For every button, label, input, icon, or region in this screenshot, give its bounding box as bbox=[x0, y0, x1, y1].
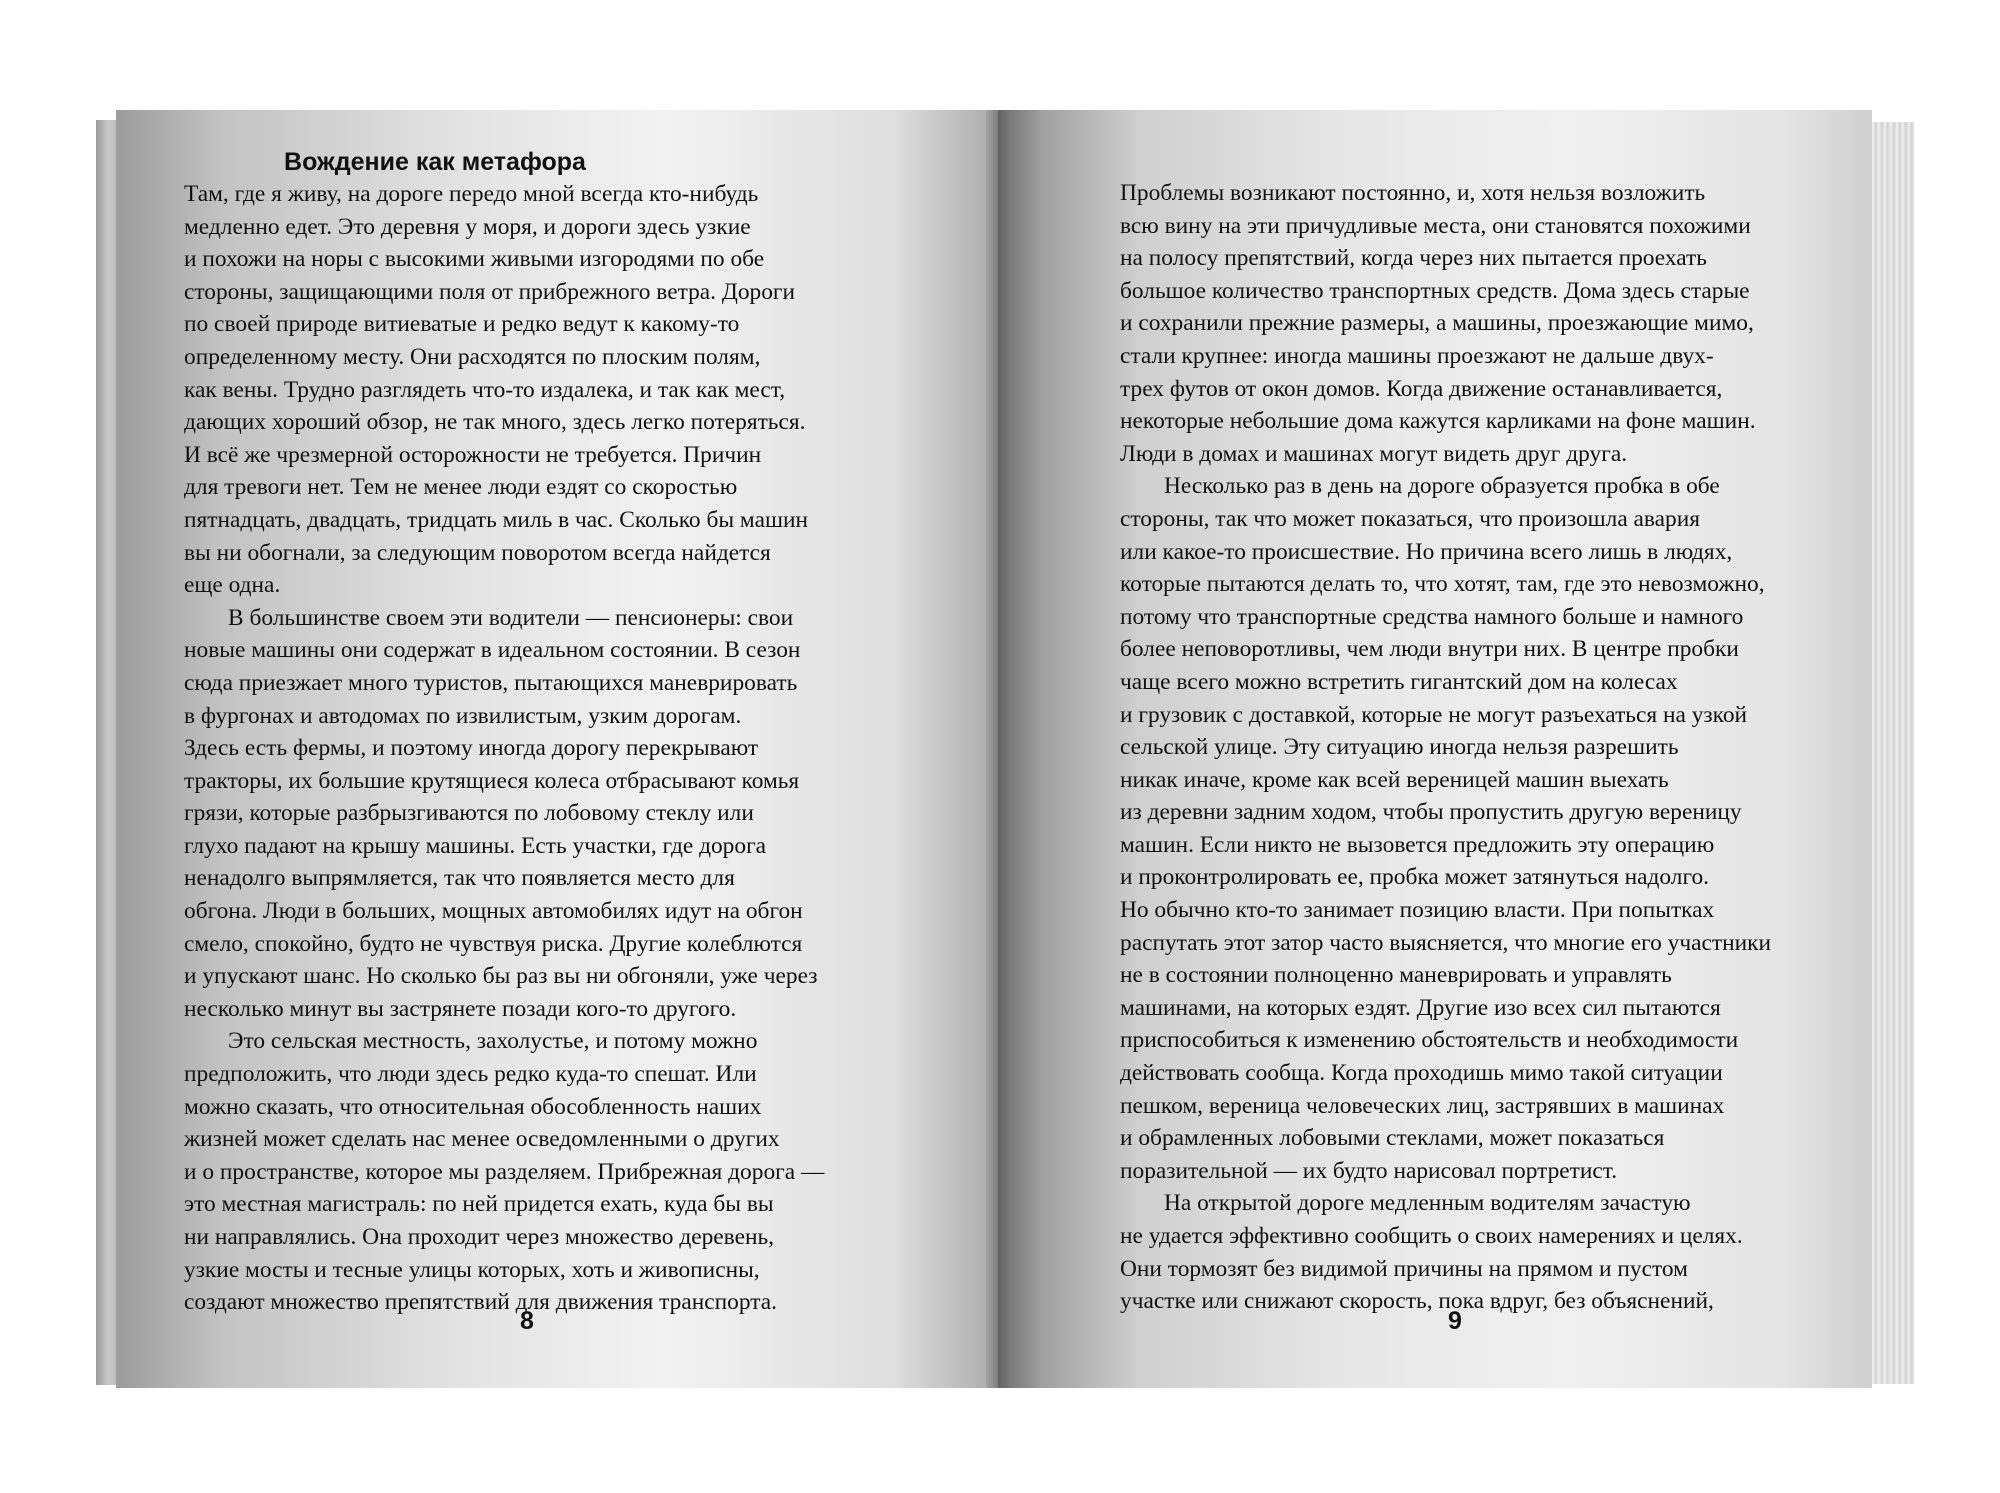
text-line: машин. Если никто не вызовется предложить эту операцию bbox=[1120, 831, 1715, 858]
left-page bbox=[116, 110, 1002, 1388]
chapter-title: Вождение как метафора bbox=[284, 148, 586, 176]
text-line: сюда приезжает много туристов, пытающихся маневрировать bbox=[184, 669, 798, 696]
right-page bbox=[998, 110, 1872, 1388]
text-line: поразительной — их будто нарисовал портретист. bbox=[1120, 1157, 1618, 1184]
text-line: Там, где я живу, на дороге передо мной всегда кто-нибудь bbox=[184, 181, 759, 207]
text-line: предположить, что люди здесь редко куда-то спешат. Или bbox=[184, 1061, 757, 1088]
text-line: тракторы, их большие крутящиеся колеса отбрасывают комья bbox=[184, 767, 800, 794]
left-page-text bbox=[184, 178, 824, 1319]
right-page-text bbox=[1120, 177, 1771, 1318]
text-line: никак иначе, кроме как всей вереницей машин выехать bbox=[1120, 766, 1669, 793]
text-line: узкие мосты и тесные улицы которых, хоть и живописны, bbox=[184, 1256, 760, 1283]
text-line: потому что транспортные средства намного больше и намного bbox=[1120, 603, 1744, 630]
text-line: стали крупнее: иногда машины проезжают не дальше двух- bbox=[1120, 342, 1714, 369]
text-line: как вены. Трудно разглядеть что-то издалека, и так как мест, bbox=[184, 376, 786, 403]
text-line: определенному месту. Они расходятся по плоским полям, bbox=[184, 343, 761, 370]
text-line: Они тормозят без видимой причины на прямом и пустом bbox=[1120, 1255, 1688, 1282]
text-line: дающих хороший обзор, не так много, здесь легко потеряться. bbox=[184, 409, 806, 436]
text-line: можно сказать, что относительная обособленность наших bbox=[184, 1093, 762, 1120]
text-line: несколько минут вы застрянете позади кого-то другого. bbox=[184, 995, 737, 1022]
text-line: медленно едет. Это деревня у моря, и дороги здесь узкие bbox=[184, 213, 751, 240]
text-line: Несколько раз в день на дороге образуется пробка в обе bbox=[1164, 473, 1720, 500]
text-line: и о пространстве, которое мы разделяем. Прибрежная дорога — bbox=[184, 1158, 825, 1185]
text-line: ни направлялись. Она проходит через множество деревень, bbox=[184, 1224, 775, 1250]
text-line: Но обычно кто-то занимает позицию власти. При попытках bbox=[1120, 897, 1715, 924]
text-line: для тревоги нет. Тем не менее люди ездят со скоростью bbox=[184, 474, 738, 501]
text-line: в фургонах и автодомах по извилистым, узким дорогам. bbox=[184, 702, 742, 729]
text-line: машинами, на которых ездят. Другие изо всех сил пытаются bbox=[1120, 994, 1721, 1021]
page-number-left: 8 bbox=[520, 1307, 534, 1335]
text-line: не в состоянии полноценно маневрировать и управлять bbox=[1120, 962, 1672, 989]
text-line: чаще всего можно встретить гигантский дом на колесах bbox=[1120, 668, 1678, 695]
text-line: большое количество транспортных средств. Дома здесь старые bbox=[1120, 277, 1750, 304]
text-line: трех футов от окон домов. Когда движение останавливается, bbox=[1120, 375, 1723, 402]
text-line: ненадолго выпрямляется, так что появляется место для bbox=[184, 865, 735, 892]
text-line: пятнадцать, двадцать, тридцать миль в час. Сколько бы машин bbox=[184, 506, 809, 533]
text-line: обгона. Люди в больших, мощных автомобилях идут на обгон bbox=[184, 898, 803, 925]
text-line: Люди в домах и машинах могут видеть друг друга. bbox=[1120, 440, 1628, 467]
text-line: Это сельская местность, захолустье, и потому можно bbox=[228, 1028, 758, 1055]
text-line: И всё же чрезмерной осторожности не требуется. Причин bbox=[184, 441, 762, 468]
text-line: грязи, которые разбрызгиваются по лобовому стеклу или bbox=[184, 800, 754, 827]
text-line: и обрамленных лобовыми стеклами, может показаться bbox=[1120, 1125, 1665, 1152]
text-line: приспособиться к изменению обстоятельств и необходимости bbox=[1120, 1027, 1739, 1054]
text-line: распутать этот затор часто выясняется, что многие его участники bbox=[1120, 929, 1772, 956]
book-spine bbox=[986, 110, 1010, 1388]
text-line: сельской улице. Эту ситуацию иногда нельзя разрешить bbox=[1120, 734, 1679, 761]
text-line: глухо падают на крышу машины. Есть участки, где дорога bbox=[184, 832, 767, 859]
text-line: некоторые небольшие дома кажутся карликами на фоне машин. bbox=[1120, 408, 1756, 435]
text-line: из деревни задним ходом, чтобы пропустить другую вереницу bbox=[1120, 799, 1742, 826]
text-line: и сохранили прежние размеры, а машины, проезжающие мимо, bbox=[1120, 310, 1754, 337]
text-line: которые пытаются делать то, что хотят, там, где это невозможно, bbox=[1120, 571, 1765, 598]
text-line: стороны, так что может показаться, что произошла авария bbox=[1120, 505, 1701, 532]
text-line: пешком, вереница человеческих лиц, застрявших в машинах bbox=[1120, 1092, 1725, 1119]
text-line: участке или снижают скорость, пока вдруг, без объяснений, bbox=[1120, 1288, 1714, 1315]
text-line: более неповоротливы, чем люди внутри них. В центре пробки bbox=[1120, 636, 1739, 663]
text-line: всю вину на эти причудливые места, они становятся похожими bbox=[1120, 212, 1751, 239]
text-line: новые машины они содержат в идеальном состоянии. В сезон bbox=[184, 637, 801, 664]
text-line: В большинстве своем эти водители — пенсионеры: свои bbox=[228, 604, 794, 631]
text-line: и грузовик с доставкой, которые не могут разъехаться на узкой bbox=[1120, 701, 1748, 728]
text-line: жизней может сделать нас менее осведомленными о других bbox=[184, 1126, 780, 1153]
text-line: и упускают шанс. Но сколько бы раз вы ни обгоняли, уже через bbox=[184, 963, 818, 990]
page-number-right: 9 bbox=[1448, 1307, 1462, 1335]
text-line: создают множество препятствий для движения транспорта. bbox=[184, 1289, 777, 1316]
text-line: смело, спокойно, будто не чувствуя риска. Другие колеблются bbox=[184, 930, 803, 957]
text-line: Проблемы возникают постоянно, и, хотя нельзя возложить bbox=[1120, 180, 1706, 206]
text-line: и похожи на норы с высокими живыми изгородями по обе bbox=[184, 246, 765, 273]
text-line: это местная магистраль: по ней придется ехать, куда бы вы bbox=[184, 1191, 774, 1218]
text-line: вы ни обогнали, за следующим поворотом всегда найдется bbox=[184, 539, 771, 566]
text-line: не удается эффективно сообщить о своих намерениях и целях. bbox=[1120, 1223, 1743, 1249]
text-line: стороны, защищающими поля от прибрежного ветра. Дороги bbox=[184, 278, 796, 305]
text-line: еще одна. bbox=[184, 572, 281, 599]
text-line: Здесь есть фермы, и поэтому иногда дорогу перекрывают bbox=[184, 735, 759, 762]
text-line: и проконтролировать ее, пробка может затянуться надолго. bbox=[1120, 864, 1710, 891]
text-line: на полосу препятствий, когда через них пытается проехать bbox=[1120, 245, 1707, 272]
text-line: На открытой дороге медленным водителям зачастую bbox=[1164, 1190, 1691, 1217]
text-line: по своей природе витиеватые и редко ведут к какому-то bbox=[184, 311, 740, 338]
text-line: или какое-то происшествие. Но причина всего лишь в людях, bbox=[1120, 538, 1733, 565]
text-line: действовать сообща. Когда проходишь мимо такой ситуации bbox=[1120, 1060, 1723, 1087]
